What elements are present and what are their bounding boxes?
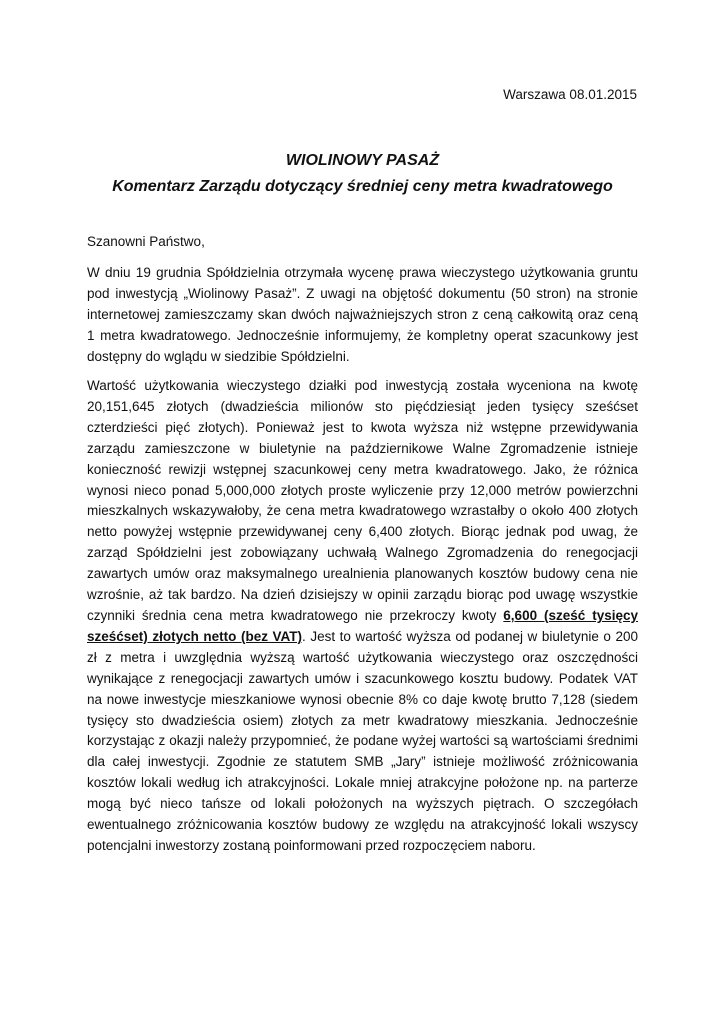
price-highlight: 6,600 (sześć tysięcy sześćset) złotych netto (bez VAT) bbox=[87, 607, 638, 644]
paragraph-2 bbox=[87, 376, 638, 857]
salutation: Szanowni Państwo, bbox=[87, 234, 205, 249]
document-title: WIOLINOWY PASAŻ bbox=[285, 152, 440, 169]
paragraph-2-part-2: . Jest to wartość wyższa od podanej w biuletynie o 200 zł z metra i uwzględnia wyższą wartość użytkowania wieczystego oraz oszczędności wynikające z renegocjacji zawartych umów i szacunkowego kosztu budowy. Podatek VAT na nowe inwestycje mieszkaniowe wynosi obecnie 8% co daje kwotę brutto 7,128 (siedem tysięcy sto dwadzieścia osiem) złotych za metr kwadratowy mieszkania. Jednocześnie korzystając z okazji należy przypomnieć, że podane wyżej wartości są wartościami średnimi dla całej inwestycji. Zgodnie ze statutem SMB „Jary” istnieje możliwość zróżnicowania kosztów lokali według ich atrakcyjności. Lokale mniej atrakcyjne położone np. na parterze mogą być nieco tańsze od lokali położonych na wyższych piętrach. O szczegółach ewentualnego zróżnicowania kosztów budowy ze względu na atrakcyjność lokali wszyscy potencjalni inwestorzy zostaną poinformowani przed rozpoczęciem naboru. bbox=[87, 628, 639, 853]
document-date: Warszawa 08.01.2015 bbox=[503, 87, 637, 102]
document-subtitle: Komentarz Zarządu dotyczący średniej ceny metra kwadratowego bbox=[112, 178, 613, 195]
document-heading bbox=[0, 148, 725, 200]
paragraph-1: W dniu 19 grudnia Spółdzielnia otrzymała wycenę prawa wieczystego użytkowania gruntu pod inwestycją „Wiolinowy Pasaż”. Z uwagi na objętość dokumentu (50 stron) na stronie internetowej zamieszczamy skan dwóch najważniejszych stron z ceną całkowitą oraz ceną 1 metra kwadratowego. Jednocześnie informujemy, że kompletny operat szacunkowy jest dostępny do wglądu w siedzibie Spółdzielni. bbox=[87, 265, 638, 364]
paragraph-2-part-1: Wartość użytkowania wieczystego działki pod inwestycją została wyceniona na kwotę 20,151,645 złotych (dwadzieścia milionów sto pięćdziesiąt jeden tysięcy sześćset czterdzieści pięć złotych). Ponieważ jest to kwota wyższa niż wstępne przewidywania zarządu zamieszczone w biuletynie na październikowe Walne Zgromadzenie istnieje konieczność rewizji wstępnej szacunkowej ceny metra kwadratowego. Jako, że różnica wynosi nieco ponad 5,000,000 złotych proste wyliczenie przy 12,000 metrów powierzchni mieszkalnych wskazywałoby, że cena metra kwadratowego wzrastałby o około 400 złotych netto powyżej wstępnie przewidywanej ceny 6,400 złotych. Biorąc jednak pod uwag, że zarząd Spółdzielni jest zobowiązany uchwałą Walnego Zgromadzenia do renegocjacji zawartych umów oraz maksymalnego urealnienia planowanych kosztów budowy cena nie wzrośnie, aż tak bardzo. Na dzień dzisiejszy w opinii zarządu biorąc pod uwagę wszystkie czynniki średnia cena metra kwadratowego nie przekroczy kwoty bbox=[87, 378, 638, 623]
